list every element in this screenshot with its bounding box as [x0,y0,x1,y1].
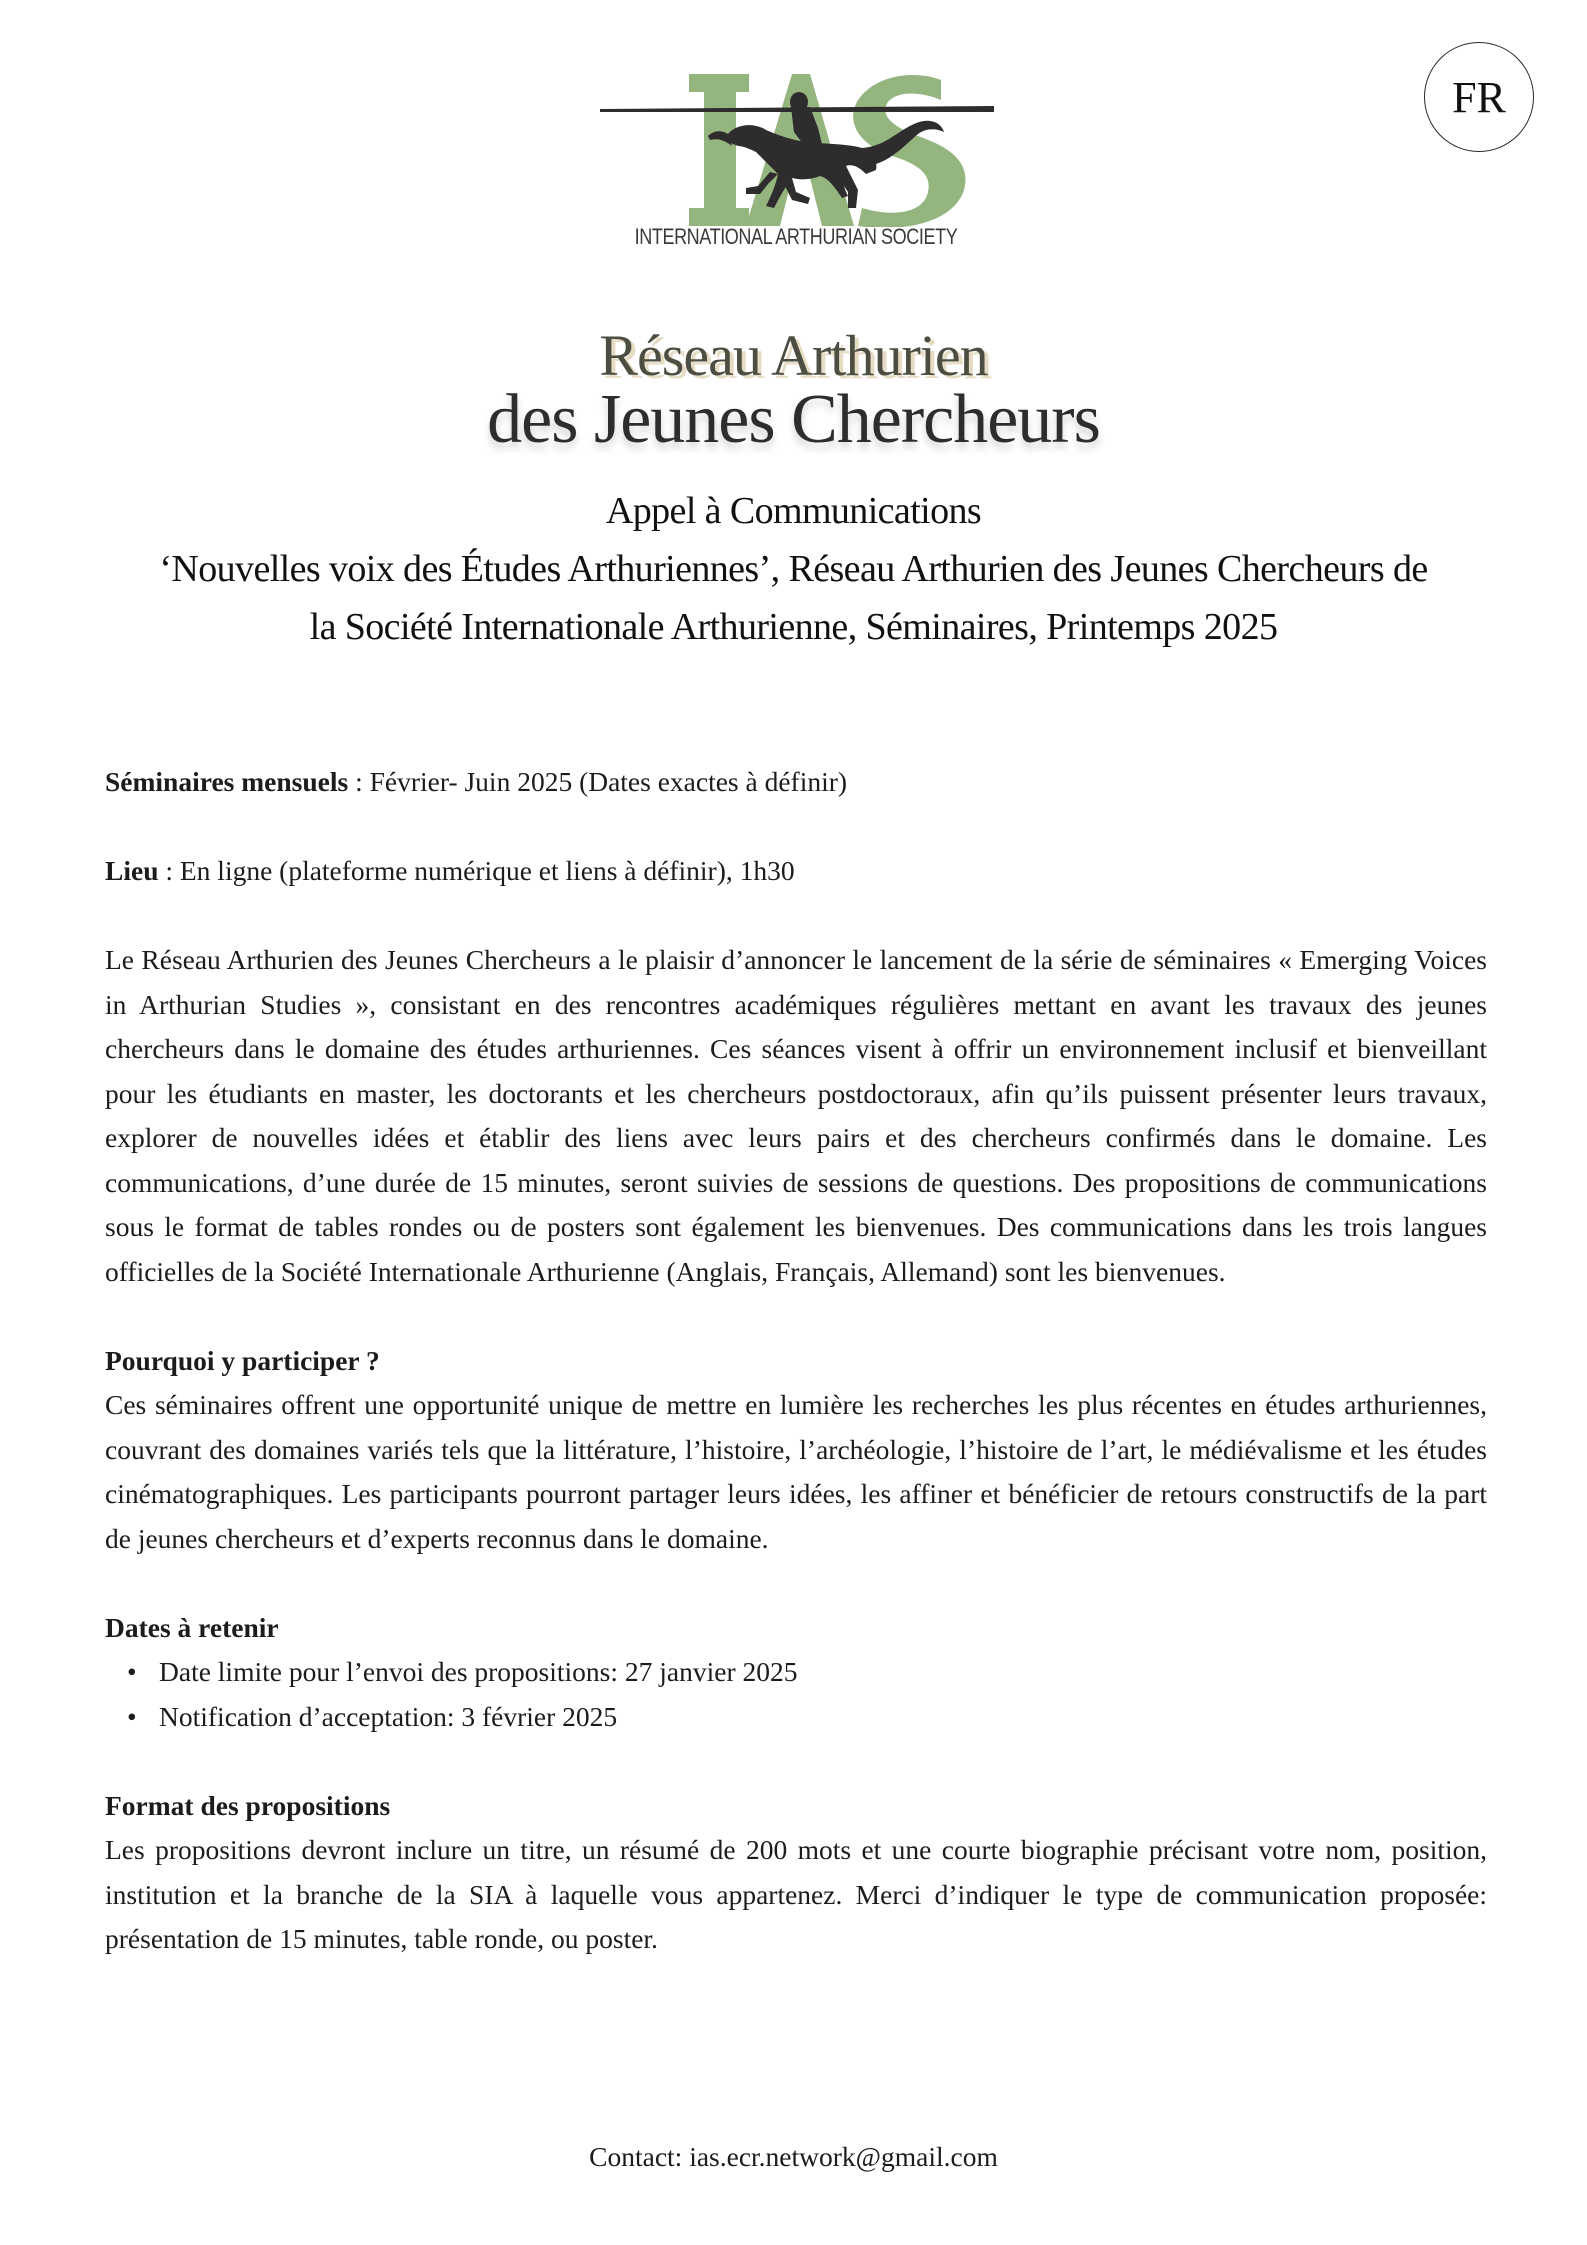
dates-list [105,1650,1487,1739]
network-title-line2: des Jeunes Chercheurs [487,381,1100,458]
spacer [105,805,1487,850]
list-item [127,1650,1487,1695]
intro-paragraph: Le Réseau Arthurien des Jeunes Chercheurs a le plaisir d’annoncer le lancement de la série de séminaires « Emerging Voices in Arthurian Studies », consistant en des rencontres académiques régulières mettant en avant les travaux des jeunes chercheurs dans le domaine des études arthuriennes. Ces séances visent à offrir un environnement inclusif et bienveillant pour les étudiants en master, les doctorants et les chercheurs postdoctoraux, afin qu’ils puissent présenter leurs travaux, explorer de nouvelles idées et établir des liens avec leurs pairs et des chercheurs confirmés dans le domaine. Les communications, d’une durée de 15 minutes, seront suivies de sessions de questions. Des propositions de communications sous le format de tables rondes ou de posters sont également les bienvenues. Des communications dans les trois langues officielles de la Société Internationale Arthurienne (Anglais, Français, Allemand) sont les bienvenues. [105,944,1487,1287]
location-detail [105,849,1487,894]
contact-email-link[interactable]: ias.ecr.network@gmail.com [689,2141,998,2172]
seminars-label: Séminaires mensuels [105,766,349,797]
bullet-icon: • [127,1656,137,1687]
logo-caption: INTERNATIONAL ARTHURIAN SOCIETY [634,224,958,249]
ias-logo [596,62,996,262]
knight-on-horse-icon [596,62,996,227]
call-heading [0,482,1587,656]
seminars-value: : Février- Juin 2025 (Dates exactes à définir) [348,766,848,797]
call-heading-line1: Appel à Communications [605,490,982,532]
contact-line [0,2141,1587,2173]
call-heading-line3: la Société Internationale Arthurienne, Séminaires, Printemps 2025 [309,606,1278,648]
spacer [105,1561,1487,1606]
bullet-icon: • [127,1700,137,1732]
call-heading-line2: ‘Nouvelles voix des Études Arthuriennes’, Réseau Arthurien des Jeunes Chercheurs de [159,548,1428,590]
location-label: Lieu [105,855,159,886]
location-value: : En ligne (plateforme numérique et liens à définir), 1h30 [158,855,795,886]
format-paragraph: Les propositions devront inclure un titre, un résumé de 200 mots et une courte biographie précisant votre nom, position, institution et la branche de la SIA à laquelle vous appartenez. Merci d’indiquer le type de communication proposée: présentation de 15 minutes, table ronde, ou poster. [105,1834,1487,1954]
spacer [105,1739,1487,1784]
language-badge-fr[interactable]: FR [1424,42,1534,152]
dates-heading: Dates à retenir [105,1611,279,1643]
list-item [127,1695,1487,1740]
contact-label: Contact: [589,2141,690,2172]
why-heading: Pourquoi y participer ? [105,1344,380,1376]
spacer [105,894,1487,939]
network-title-line1: Réseau Arthurien [599,323,988,388]
seminars-detail [105,760,1487,805]
date-deadline: Date limite pour l’envoi des propositions: 27 janvier 2025 [159,1656,798,1687]
format-heading: Format des propositions [105,1789,391,1821]
document-body [105,760,1487,1962]
date-notification: Notification d’acceptation: 3 février 2025 [159,1700,618,1732]
spacer [105,1294,1487,1339]
why-paragraph: Ces séminaires offrent une opportunité unique de mettre en lumière les recherches les plus récentes en études arthuriennes, couvrant des domaines variés tels que la littérature, l’histoire, l’archéologie, l’histoire de l’art, le médiévalisme et les études cinématographiques. Les participants pourront partager leurs idées, les affiner et bénéficier de retours constructifs de la part de jeunes chercheurs et d’experts reconnus dans le domaine. [105,1389,1487,1554]
